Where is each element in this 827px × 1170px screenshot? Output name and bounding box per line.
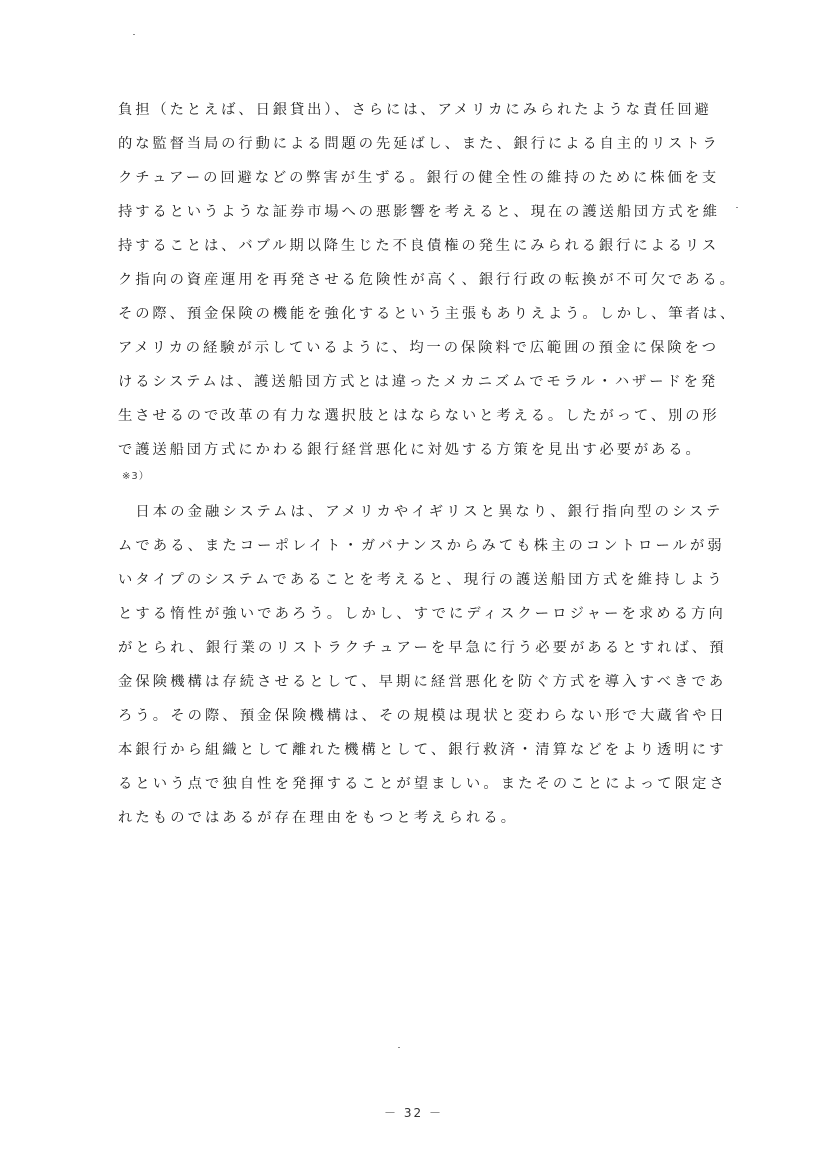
text-line: 持するというような証券市場への悪影響を考えると、現在の護送船団方式を維 bbox=[118, 204, 720, 220]
text-line: ろう。その際、預金保険機構は、その規模は現状と変わらない形で大蔵省や日 bbox=[118, 708, 727, 724]
text-line: アメリカの経験が示しているように、均一の保険料で広範囲の預金に保険をつ bbox=[118, 340, 719, 356]
body-paragraph-1 bbox=[118, 99, 738, 473]
text-line: 日本の金融システムは、アメリカやイギリスと異なり、銀行指向型のシステ bbox=[118, 504, 724, 520]
text-line: 金保険機構は存続させるとして、早期に経営悪化を防ぐ方式を導入すべきであ bbox=[118, 674, 727, 690]
text-line: るという点で独自性を発揮することが望ましい。またそのことによって限定さ bbox=[118, 776, 727, 792]
footnote-marker: ※3） bbox=[122, 471, 150, 482]
text-line: その際、預金保険の機能を強化するという主張もありえよう。しかし、筆者は、 bbox=[118, 306, 738, 322]
text-line: ク指向の資産運用を再発させる危険性が高く、銀行行政の転換が不可欠である。 bbox=[118, 272, 737, 288]
text-line: 的な監督当局の行動による問題の先延ばし、また、銀行による自主的リストラ bbox=[118, 136, 720, 152]
body-paragraph-2 bbox=[118, 501, 728, 841]
page-number: － 32 － bbox=[384, 1106, 443, 1120]
text-line: 生させるので改革の有力な選択肢とはならないと考える。したがって、別の形 bbox=[118, 408, 720, 424]
scan-speck bbox=[398, 1047, 400, 1048]
text-line: ムである、またコーポレイト・ガバナンスからみても株主のコントロールが弱 bbox=[118, 538, 725, 554]
text-line: いタイプのシステムであることを考えると、現行の護送船団方式を維持しよう bbox=[118, 572, 725, 588]
text-line: がとられ、銀行業のリストラクチュアーを早急に行う必要があるとすれば、預 bbox=[118, 640, 727, 656]
text-line: クチュアーの回避などの弊害が生ずる。銀行の健全性の維持のために株価を支 bbox=[118, 170, 720, 186]
scan-speck bbox=[133, 34, 135, 35]
text-line: れたものではあるが存在理由をもつと考えられる。 bbox=[118, 810, 519, 826]
text-line: 持することは、バブル期以降生じた不良債権の発生にみられる銀行によるリス bbox=[118, 238, 720, 254]
text-line: 本銀行から組織として離れた機構として、銀行救済・清算などをより透明にす bbox=[118, 742, 727, 758]
text-line: で護送船団方式にかわる銀行経営悪化に対処する方策を見出す必要がある。 bbox=[118, 442, 703, 458]
text-line: とする惰性が強いであろう。しかし、すでにディスクーロジャーを求める方向 bbox=[118, 606, 726, 622]
scan-speck bbox=[736, 207, 738, 208]
text-line: 負担（たとえば、日銀貸出）、さらには、アメリカにみられたような責任回避 bbox=[118, 102, 712, 118]
text-line: けるシステムは、護送船団方式とは違ったメカニズムでモラル・ハザードを発 bbox=[118, 374, 719, 390]
